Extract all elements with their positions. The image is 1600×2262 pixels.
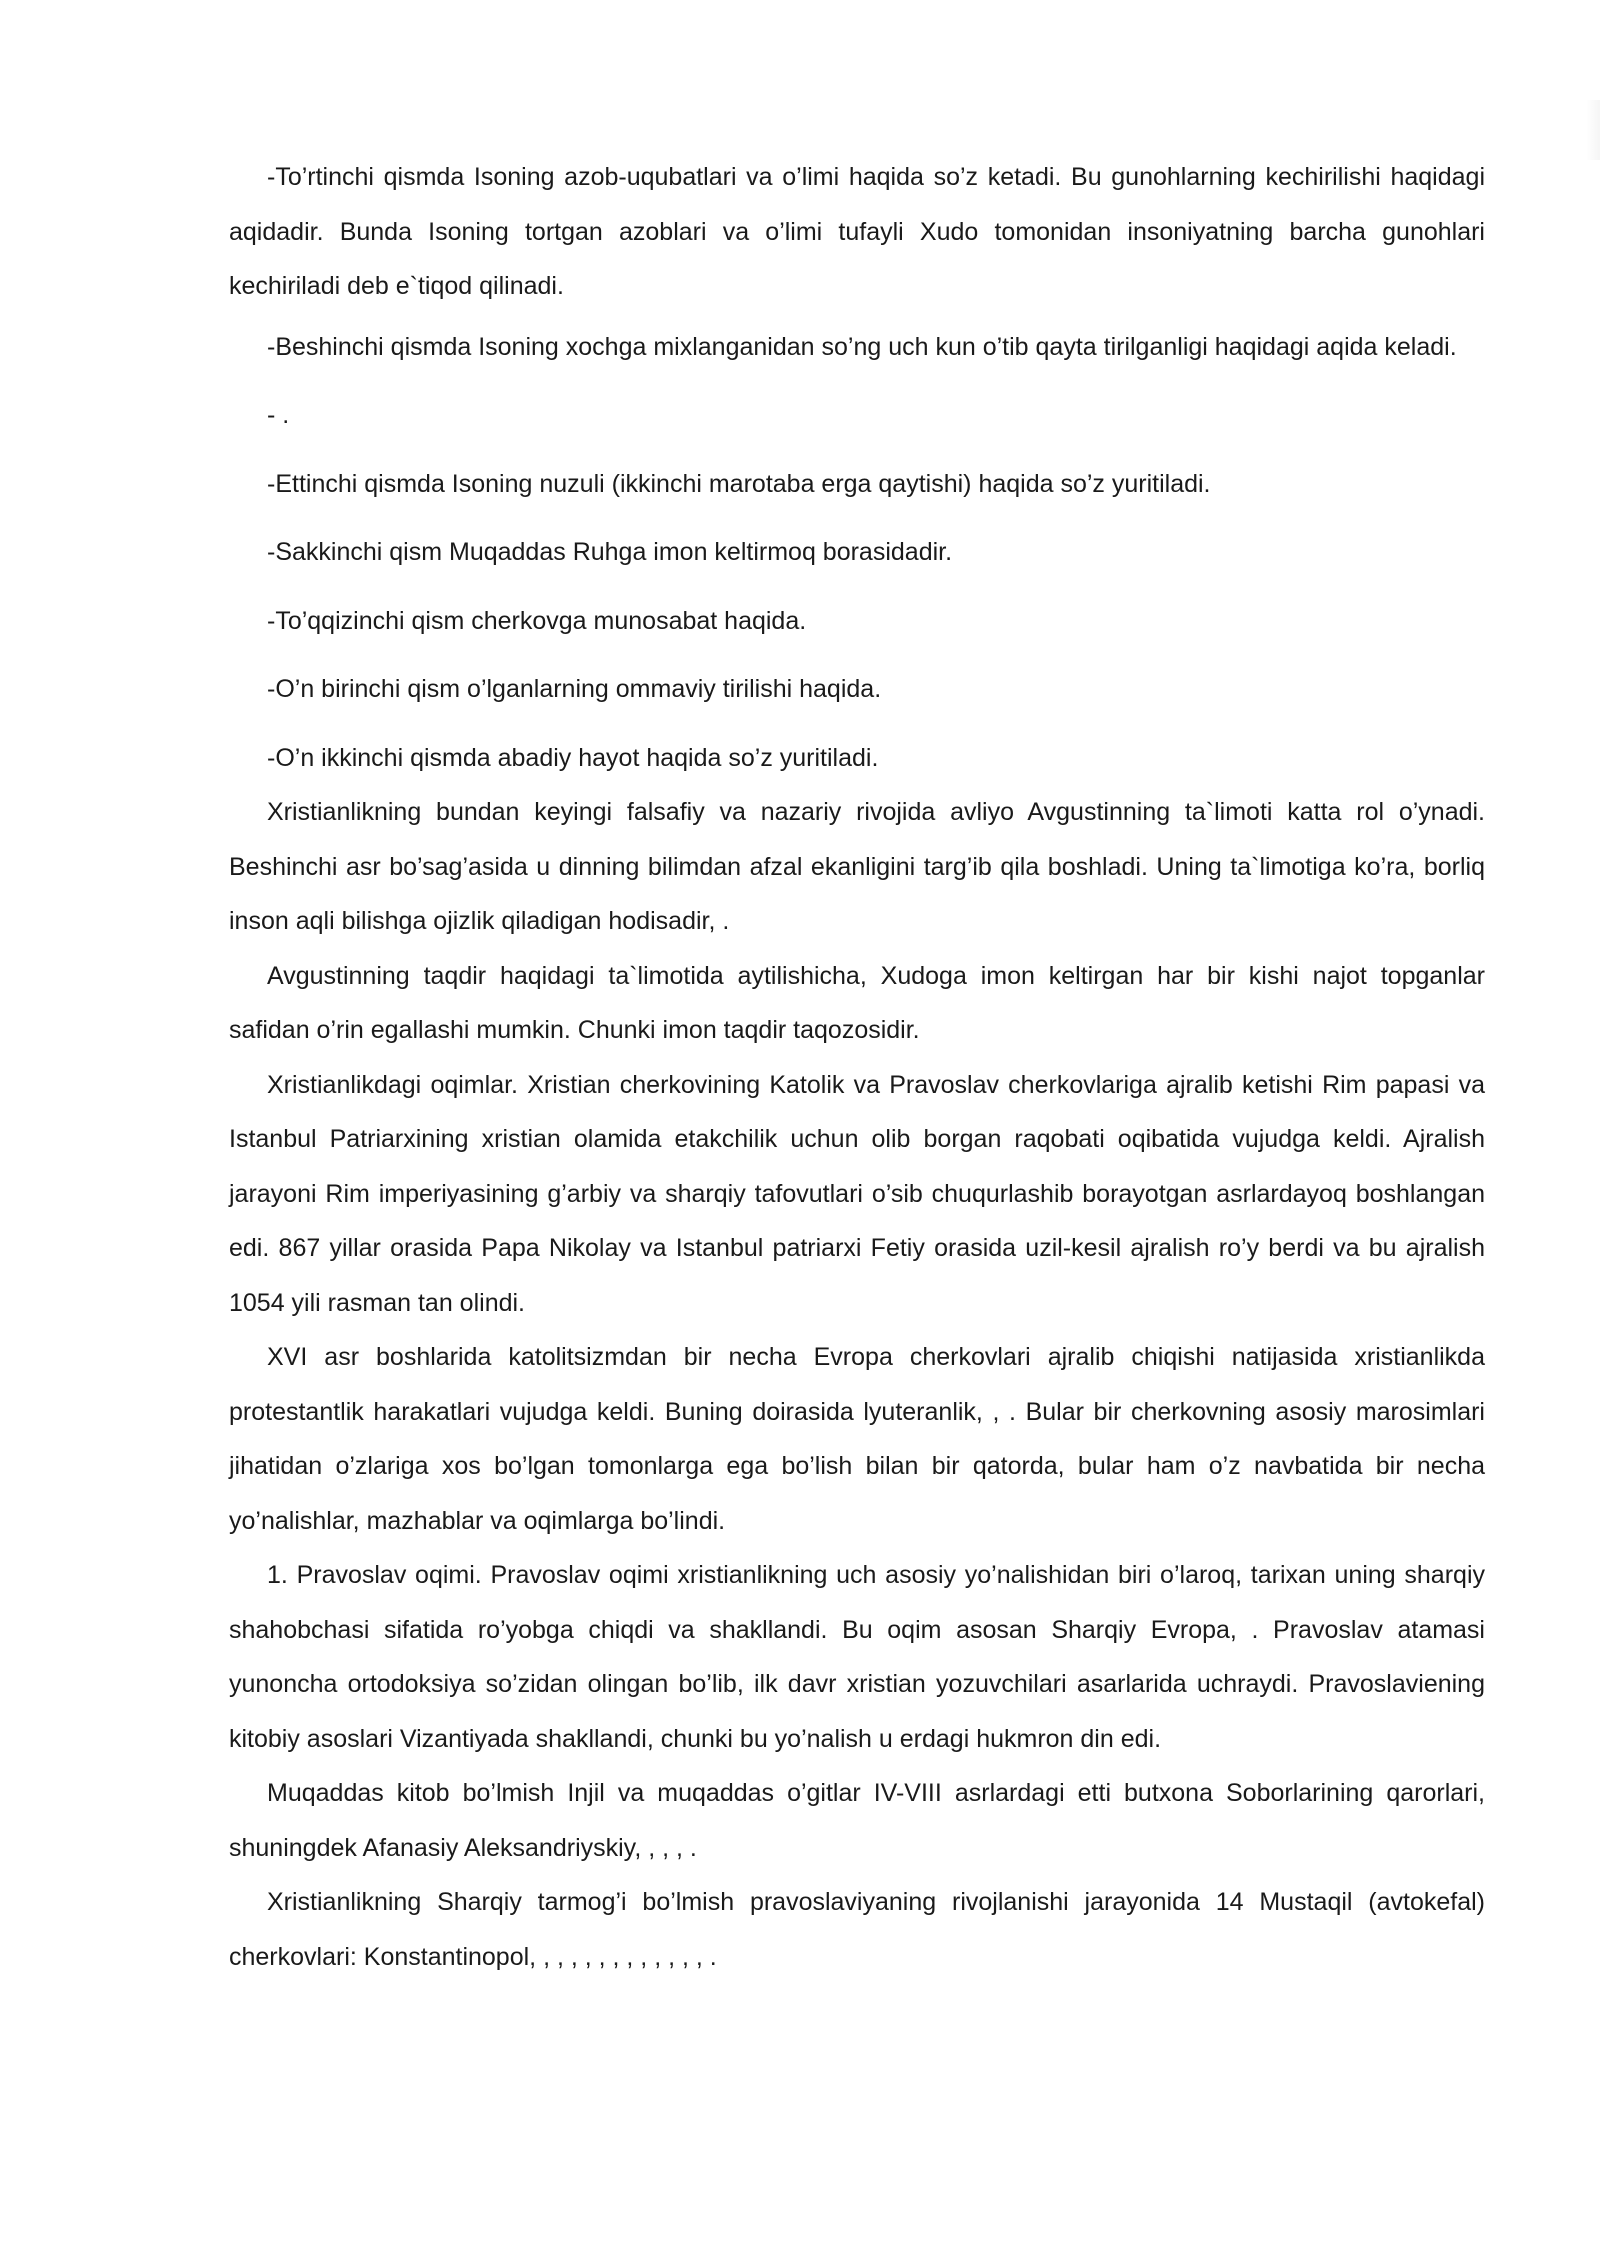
paragraph-part-four: -To’rtinchi qismda Isoning azob-uqubatlari va o’limi haqida so’z ketadi. Bu gunohlarning kechirilishi haqidagi aqidadir. Bunda Isoning tortgan azoblari va o’limi tufayli Xudo tomonidan insoniyatning barcha gunohlari kechiriladi deb e`tiqod qilinadi. bbox=[229, 163, 1485, 300]
paragraph-augustine-fate: Avgustinning taqdir haqidagi ta`limotida aytilishicha, Xudoga imon keltirgan har bir kishi najot topganlar safidan o’rin egallashi mumkin. Chunki imon taqdir taqozosidir. bbox=[229, 961, 1485, 1044]
list-item-part-seven: -Ettinchi qismda Isoning nuzuli (ikkinchi marotaba erga qaytishi) haqida so’z yuritiladi. bbox=[267, 469, 1211, 498]
list-item-part-twelve: -O’n ikkinchi qismda abadiy hayot haqida so’z yuritiladi. bbox=[267, 743, 879, 772]
paragraph-protestantism: XVI asr boshlarida katolitsizmdan bir necha Evropa cherkovlari ajralib chiqishi natijasida xristianlikda protestantlik harakatlari vujudga keldi. Buning doirasida lyuteranlik, , . Bular bir cherkovning asosiy marosimlari jihatidan o’zlariga xos bo’lgan tomonlarga ega bo’lish bilan bir qatorda, bular ham o’z navbatida bir necha yo’nalishlar, mazhablar va oqimlarga bo’lindi. bbox=[229, 1343, 1485, 1535]
paragraph-part-five: -Beshinchi qismda Isoning xochga mixlanganidan so’ng uch kun o’tib qayta tirilganligi haqidagi aqida keladi. bbox=[267, 332, 1457, 361]
document-body bbox=[229, 150, 1485, 1984]
paragraph-orthodox-current: 1. Pravoslav oqimi. Pravoslav oqimi xristianlikning uch asosiy yo’nalishidan biri o’laroq, tarixan uning sharqiy shahobchasi sifatida ro’yobga chiqdi va shakllandi. Bu oqim asosan Sharqiy Evropa, . Pravoslav atamasi yunoncha ortodoksiya so’zidan olingan bo’lib, ilk davr xristian yozuvchilari asarlarida uchraydi. Pravoslaviening kitobiy asoslari Vizantiyada shakllandi, chunki bu yo’nalish u erdagi hukmron din edi. bbox=[229, 1561, 1485, 1753]
list-item-part-eleven: -O’n birinchi qism o’lganlarning ommaviy tirilishi haqida. bbox=[267, 675, 882, 703]
paragraph-autocephalous-churches: Xristianlikning Sharqiy tarmog’i bo’lmish pravoslaviyaning rivojlanishi jarayonida 14 Mustaqil (avtokefal) cherkovlari: Konstantinopol, , , , , , , , , , , , , . bbox=[229, 1888, 1485, 1971]
page-edge-shadow bbox=[1586, 100, 1600, 160]
list-item-empty: - . bbox=[267, 401, 290, 429]
paragraph-augustine-teaching: Xristianlikning bundan keyingi falsafiy va nazariy rivojida avliyo Avgustinning ta`limoti katta rol o’ynadi. Beshinchi asr bo’sag’asida u dinning bilimdan afzal ekanligini targ’ib qila boshladi. Uning ta`limotiga ko’ra, borliq inson aqli bilishga ojizlik qiladigan hodisadir, . bbox=[229, 798, 1485, 935]
paragraph-holy-book: Muqaddas kitob bo’lmish Injil va muqaddas o’gitlar IV-VIII asrlardagi etti butxona Soborlarining qarorlari, shuningdek Afanasiy Aleksandriyskiy, , , , . bbox=[229, 1779, 1485, 1862]
list-item-part-eight: -Sakkinchi qism Muqaddas Ruhga imon keltirmoq borasidadir. bbox=[267, 538, 953, 566]
paragraph-christian-currents: Xristianlikdagi oqimlar. Xristian cherkovining Katolik va Pravoslav cherkovlariga ajralib ketishi Rim papasi va Istanbul Patriarxining xristian olamida etakchilik uchun olib borgan raqobati oqibatida vujudga keldi. Ajralish jarayoni Rim imperiyasining g’arbiy va sharqiy tafovutlari o’sib chuqurlashib borayotgan asrlardayoq boshlangan edi. 867 yillar orasida Papa Nikolay va Istanbul patriarxi Fetiy orasida uzil-kesil ajralish ro’y berdi va bu ajralish 1054 yili rasman tan olindi. bbox=[229, 1070, 1485, 1317]
list-item-part-nine: -To’qqizinchi qism cherkovga munosabat haqida. bbox=[267, 606, 807, 635]
